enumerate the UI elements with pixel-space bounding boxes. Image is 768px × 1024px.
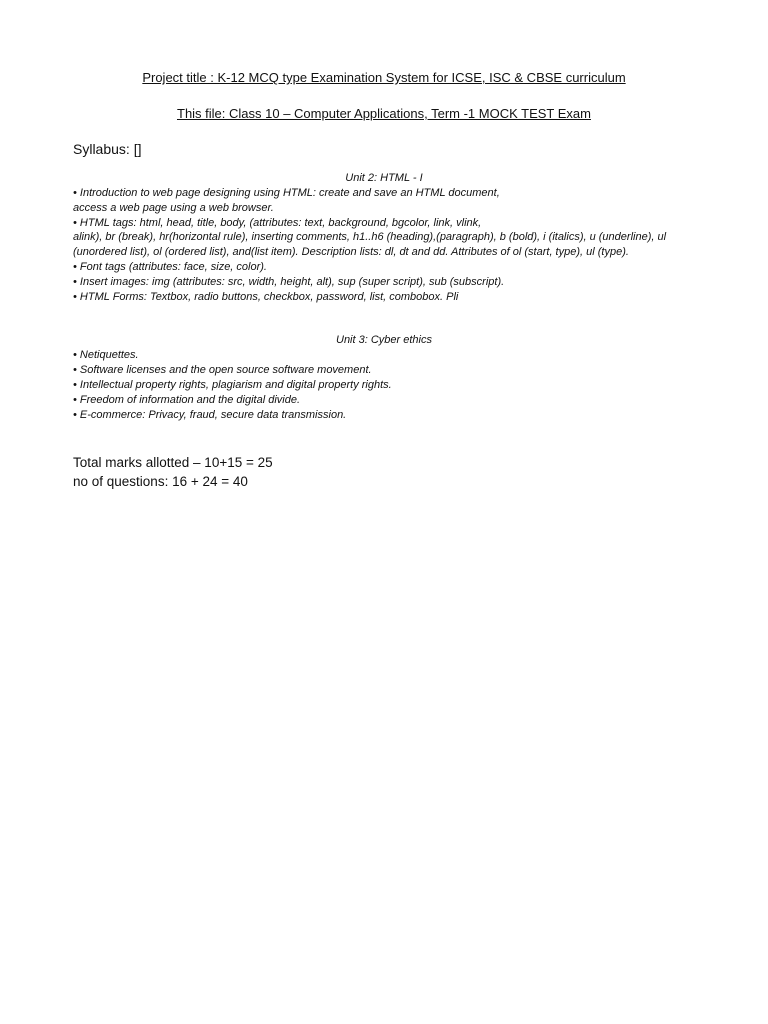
unit-3-heading: Unit 3: Cyber ethics [336, 334, 432, 347]
unit-3-line: • Software licenses and the open source software movement. [73, 364, 372, 377]
file-title: This file: Class 10 – Computer Applications, Term -1 MOCK TEST Exam [177, 106, 591, 121]
unit-3-content [73, 348, 695, 422]
question-count: no of questions: 16 + 24 = 40 [73, 474, 248, 490]
unit-3-line: • Freedom of information and the digital divide. [73, 393, 301, 406]
unit-2-line: access a web page using a web browser. [73, 201, 274, 214]
total-marks: Total marks allotted – 10+15 = 25 [73, 455, 273, 471]
unit-2-content [73, 186, 695, 304]
unit-2-line: • Insert images: img (attributes: src, width, height, alt), sup (super script), sub (subscript). [73, 275, 505, 288]
unit-3-line: • Netiquettes. [73, 349, 139, 362]
unit-2-line: • Font tags (attributes: face, size, color). [73, 260, 267, 273]
unit-2-line: • HTML tags: html, head, title, body, (attributes: text, background, bgcolor, link, vlink, [73, 216, 482, 229]
project-title: Project title : K-12 MCQ type Examination System for ICSE, ISC & CBSE curriculum [142, 70, 626, 85]
syllabus-label: Syllabus: [] [73, 141, 142, 157]
unit-2-line: alink), br (break), hr(horizontal rule), inserting comments, h1..h6 (heading),(paragraph), b (bold), i (italics), u (underline), ul (unordered list), ol (ordered list), and(list item). Description lists: dl, dt and dd. Attributes of ol (start, type), ul (type). [73, 231, 667, 259]
unit-3-line: • E-commerce: Privacy, fraud, secure data transmission. [73, 408, 347, 421]
unit-2-line: • HTML Forms: Textbox, radio buttons, checkbox, password, list, combobox. Pli [73, 290, 459, 303]
unit-3-line: • Intellectual property rights, plagiarism and digital property rights. [73, 378, 392, 391]
unit-2-heading: Unit 2: HTML - I [345, 172, 423, 184]
document-page [73, 68, 695, 491]
unit-2-line: • Introduction to web page designing using HTML: create and save an HTML document, [73, 187, 500, 199]
